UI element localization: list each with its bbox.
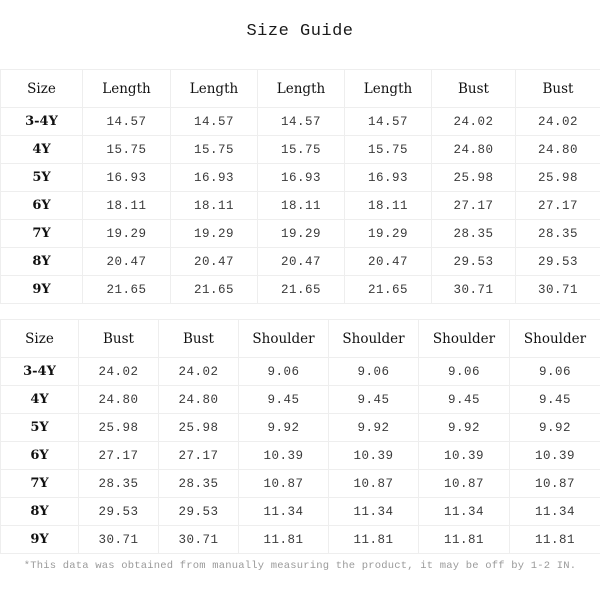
table-row [1, 414, 600, 442]
size-label: 5Y [1, 414, 79, 442]
measurement-disclaimer: *This data was obtained from manually measuring the product, it may be off by 1-2 IN. [23, 560, 577, 572]
measurement-cell: 9.45 [419, 386, 510, 414]
size-label: 4Y [1, 136, 83, 164]
column-header: Shoulder [239, 320, 329, 358]
measurement-cell: 20.47 [258, 248, 345, 276]
table-row [1, 470, 600, 498]
measurement-cell: 9.92 [239, 414, 329, 442]
measurement-cell: 16.93 [83, 164, 171, 192]
header-row [1, 320, 600, 358]
size-table-bust-shoulder [0, 319, 600, 554]
measurement-cell: 9.92 [510, 414, 600, 442]
measurement-cell: 16.93 [171, 164, 258, 192]
measurement-cell: 24.80 [79, 386, 159, 414]
column-header: Size [1, 320, 79, 358]
size-label: 6Y [1, 192, 83, 220]
measurement-cell: 27.17 [516, 192, 600, 220]
size-label: 5Y [1, 164, 83, 192]
column-header: Length [345, 70, 432, 108]
measurement-cell: 30.71 [79, 526, 159, 554]
measurement-cell: 15.75 [171, 136, 258, 164]
measurement-cell: 27.17 [432, 192, 516, 220]
measurement-cell: 29.53 [79, 498, 159, 526]
measurement-cell: 9.92 [329, 414, 419, 442]
measurement-cell: 25.98 [432, 164, 516, 192]
measurement-cell: 30.71 [432, 276, 516, 304]
table-row [1, 386, 600, 414]
size-label: 7Y [1, 470, 79, 498]
measurement-cell: 11.81 [239, 526, 329, 554]
measurement-cell: 20.47 [83, 248, 171, 276]
size-label: 9Y [1, 526, 79, 554]
table-row [1, 498, 600, 526]
measurement-cell: 25.98 [516, 164, 600, 192]
measurement-cell: 24.02 [79, 358, 159, 386]
table-row [1, 136, 600, 164]
measurement-cell: 19.29 [83, 220, 171, 248]
measurement-cell: 19.29 [171, 220, 258, 248]
measurement-cell: 10.39 [510, 442, 600, 470]
size-label: 8Y [1, 498, 79, 526]
measurement-cell: 14.57 [171, 108, 258, 136]
measurement-cell: 10.39 [239, 442, 329, 470]
measurement-cell: 29.53 [432, 248, 516, 276]
measurement-cell: 25.98 [159, 414, 239, 442]
size-table-length-bust [0, 69, 600, 304]
size-label: 8Y [1, 248, 83, 276]
size-label: 3-4Y [1, 358, 79, 386]
measurement-cell: 15.75 [83, 136, 171, 164]
table-row [1, 164, 600, 192]
column-header: Shoulder [419, 320, 510, 358]
header-row [1, 70, 600, 108]
column-header: Length [258, 70, 345, 108]
measurement-cell: 11.81 [510, 526, 600, 554]
measurement-cell: 9.45 [239, 386, 329, 414]
measurement-cell: 27.17 [79, 442, 159, 470]
column-header: Size [1, 70, 83, 108]
measurement-cell: 24.02 [432, 108, 516, 136]
measurement-cell: 28.35 [159, 470, 239, 498]
measurement-cell: 14.57 [345, 108, 432, 136]
measurement-cell: 10.87 [239, 470, 329, 498]
measurement-cell: 28.35 [79, 470, 159, 498]
measurement-cell: 9.45 [329, 386, 419, 414]
measurement-cell: 24.80 [516, 136, 600, 164]
page-title: Size Guide [246, 22, 354, 41]
measurement-cell: 28.35 [516, 220, 600, 248]
measurement-cell: 16.93 [258, 164, 345, 192]
column-header: Shoulder [329, 320, 419, 358]
measurement-cell: 15.75 [258, 136, 345, 164]
measurement-cell: 24.02 [516, 108, 600, 136]
measurement-cell: 9.45 [510, 386, 600, 414]
measurement-cell: 19.29 [345, 220, 432, 248]
table-row [1, 358, 600, 386]
column-header: Bust [432, 70, 516, 108]
column-header: Bust [79, 320, 159, 358]
measurement-cell: 11.34 [419, 498, 510, 526]
measurement-cell: 18.11 [258, 192, 345, 220]
table-row [1, 276, 600, 304]
measurement-cell: 21.65 [345, 276, 432, 304]
size-label: 6Y [1, 442, 79, 470]
measurement-cell: 10.39 [329, 442, 419, 470]
measurement-cell: 9.06 [329, 358, 419, 386]
measurement-cell: 11.34 [239, 498, 329, 526]
measurement-cell: 9.06 [419, 358, 510, 386]
measurement-cell: 10.39 [419, 442, 510, 470]
measurement-cell: 19.29 [258, 220, 345, 248]
measurement-cell: 20.47 [345, 248, 432, 276]
measurement-cell: 10.87 [329, 470, 419, 498]
measurement-cell: 29.53 [159, 498, 239, 526]
measurement-cell: 21.65 [171, 276, 258, 304]
measurement-cell: 14.57 [258, 108, 345, 136]
column-header: Length [171, 70, 258, 108]
measurement-cell: 18.11 [345, 192, 432, 220]
table-row [1, 526, 600, 554]
measurement-cell: 10.87 [419, 470, 510, 498]
measurement-cell: 27.17 [159, 442, 239, 470]
measurement-cell: 18.11 [83, 192, 171, 220]
size-label: 3-4Y [1, 108, 83, 136]
table-row [1, 248, 600, 276]
size-table-body [1, 320, 600, 554]
measurement-cell: 10.87 [510, 470, 600, 498]
table-row [1, 108, 600, 136]
size-table-body [1, 70, 600, 304]
size-label: 4Y [1, 386, 79, 414]
column-header: Shoulder [510, 320, 600, 358]
measurement-cell: 11.34 [329, 498, 419, 526]
size-label: 7Y [1, 220, 83, 248]
measurement-cell: 16.93 [345, 164, 432, 192]
measurement-cell: 18.11 [171, 192, 258, 220]
column-header: Length [83, 70, 171, 108]
measurement-cell: 20.47 [171, 248, 258, 276]
measurement-cell: 25.98 [79, 414, 159, 442]
measurement-cell: 9.92 [419, 414, 510, 442]
measurement-cell: 30.71 [159, 526, 239, 554]
measurement-cell: 21.65 [258, 276, 345, 304]
measurement-cell: 9.06 [239, 358, 329, 386]
measurement-cell: 11.81 [419, 526, 510, 554]
table-row [1, 192, 600, 220]
column-header: Bust [516, 70, 600, 108]
measurement-cell: 21.65 [83, 276, 171, 304]
measurement-cell: 15.75 [345, 136, 432, 164]
table-row [1, 220, 600, 248]
size-label: 9Y [1, 276, 83, 304]
measurement-cell: 24.80 [432, 136, 516, 164]
measurement-cell: 11.81 [329, 526, 419, 554]
measurement-cell: 24.02 [159, 358, 239, 386]
column-header: Bust [159, 320, 239, 358]
measurement-cell: 9.06 [510, 358, 600, 386]
measurement-cell: 11.34 [510, 498, 600, 526]
measurement-cell: 29.53 [516, 248, 600, 276]
measurement-cell: 24.80 [159, 386, 239, 414]
table-row [1, 442, 600, 470]
measurement-cell: 14.57 [83, 108, 171, 136]
measurement-cell: 28.35 [432, 220, 516, 248]
measurement-cell: 30.71 [516, 276, 600, 304]
